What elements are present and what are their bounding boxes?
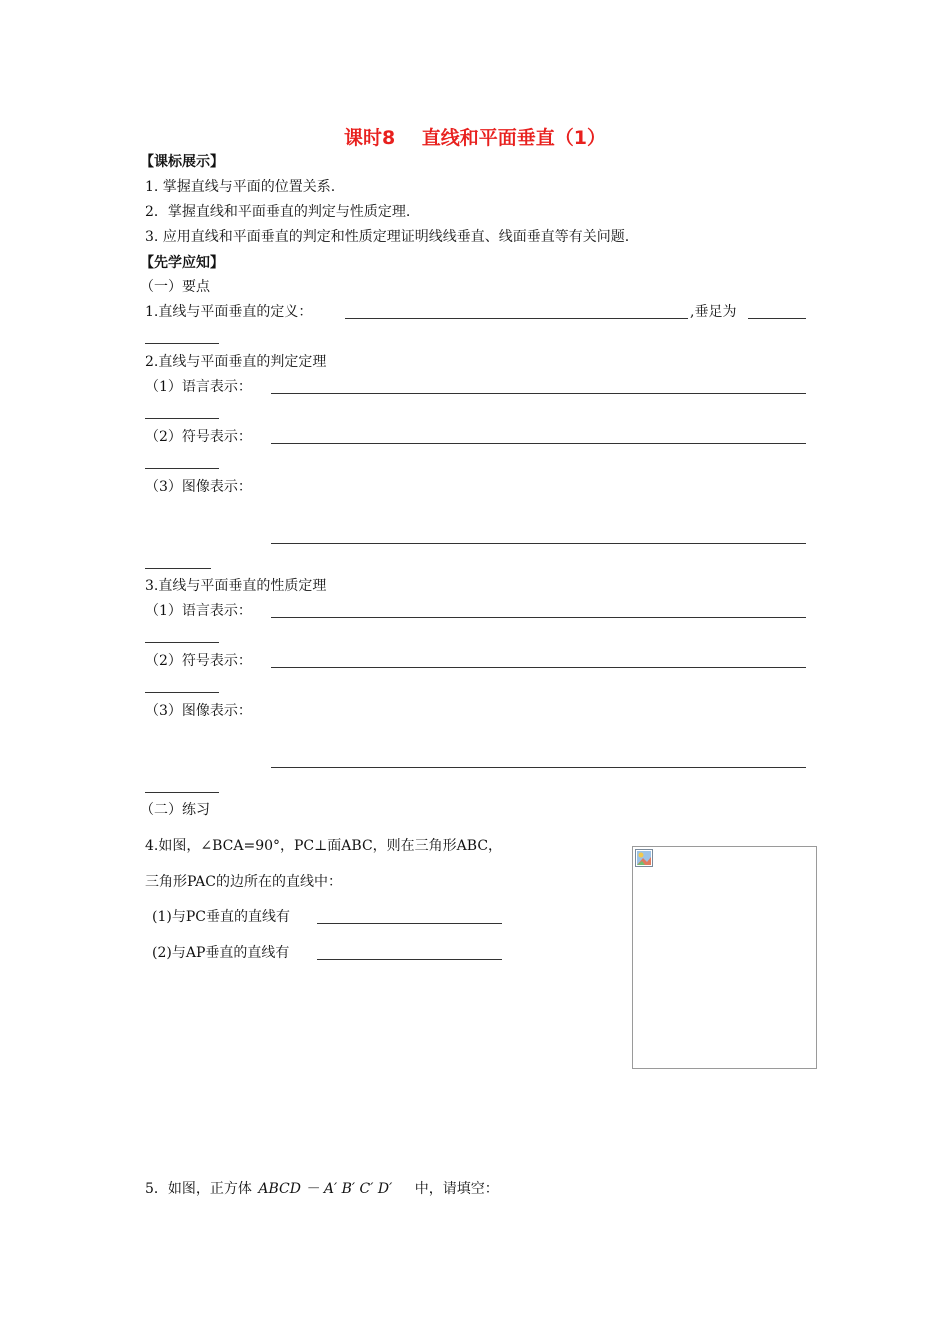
q2-symbolic-blank-cont[interactable] [145, 468, 219, 469]
section-preview: 【先学应知】 [140, 255, 224, 271]
q3-graphic-blank[interactable] [271, 767, 806, 768]
q4-line-2: 三角形PAC的边所在的直线中： [145, 874, 342, 890]
section-standards: 【课标展示】 [140, 154, 224, 170]
q3-verbal-blank-cont[interactable] [145, 642, 219, 643]
q3-symbolic-blank[interactable] [271, 667, 806, 668]
figure-placeholder [632, 846, 817, 1069]
q2-graphic-blank[interactable] [271, 543, 806, 544]
q4-line-1: 4.如图，∠BCA=90°，PC⊥面ABC，则在三角形ABC， [145, 838, 503, 854]
q2-heading: 2.直线与平面垂直的判定定理 [145, 354, 327, 370]
q3-symbolic-blank-cont[interactable] [145, 692, 219, 693]
q5-suffix: 中，请填空： [414, 1181, 499, 1197]
q3-verbal-blank[interactable] [271, 617, 806, 618]
q5-expression: ABCD － A′ B′ C′ D′ [258, 1181, 393, 1197]
q3-verbal-label: （1）语言表示： [145, 603, 252, 619]
q2-graphic-blank-cont[interactable] [145, 568, 211, 569]
key-points-heading: （一）要点 [140, 279, 210, 295]
q3-graphic-label: （3）图像表示： [145, 703, 252, 719]
q2-graphic-label: （3）图像表示： [145, 479, 252, 495]
practice-heading: （二）练习 [140, 802, 210, 818]
q1-foot-label: ,垂足为 [690, 304, 737, 320]
q3-heading: 3.直线与平面垂直的性质定理 [145, 578, 327, 594]
q4-sub-1: (1)与PC垂直的直线有 [152, 909, 290, 925]
q5-prefix: 5．如图，正方体 [145, 1181, 252, 1197]
q1-blank-foot-cont[interactable] [145, 343, 219, 344]
q5-line [145, 1180, 499, 1198]
q4-sub-1-blank[interactable] [317, 923, 502, 924]
standards-item-2: 2．掌握直线和平面垂直的判定与性质定理. [145, 204, 411, 220]
q1-blank-foot[interactable] [748, 318, 806, 319]
q3-graphic-blank-cont[interactable] [145, 792, 219, 793]
q4-sub-2-blank[interactable] [317, 959, 502, 960]
q4-sub-2: (2)与AP垂直的直线有 [152, 945, 290, 961]
q2-verbal-blank-cont[interactable] [145, 418, 219, 419]
q1-label: 1.直线与平面垂直的定义： [145, 304, 313, 320]
q2-verbal-blank[interactable] [271, 393, 806, 394]
broken-image-icon [635, 849, 653, 867]
q2-verbal-label: （1）语言表示： [145, 379, 252, 395]
page-title: 课时8 直线和平面垂直（1） [344, 127, 606, 149]
standards-item-3: 3. 应用直线和平面垂直的判定和性质定理证明线线垂直、线面垂直等有关问题. [145, 229, 630, 245]
standards-item-1: 1. 掌握直线与平面的位置关系. [145, 179, 336, 195]
q2-symbolic-label: （2）符号表示： [145, 429, 252, 445]
q3-symbolic-label: （2）符号表示： [145, 653, 252, 669]
q1-blank-definition[interactable] [345, 318, 688, 319]
q2-symbolic-blank[interactable] [271, 443, 806, 444]
